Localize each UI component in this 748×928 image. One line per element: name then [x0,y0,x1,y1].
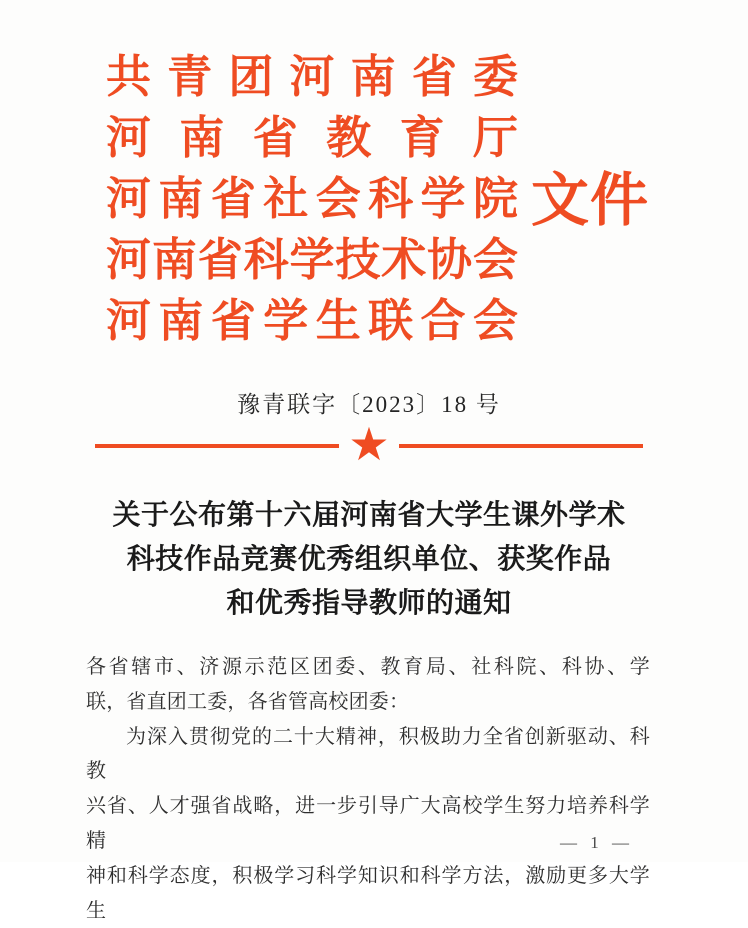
document-title [95,494,643,626]
red-divider [95,417,643,471]
org-name-line: 河南省学生联合会 [106,296,518,346]
divider-line-right [399,444,643,448]
page-number: — 1 — [560,833,630,852]
title-line: 和优秀指导教师的通知 [226,588,512,619]
star-icon: ★ [348,417,390,471]
doc-number: 豫青联字〔2023〕18 号 [237,392,501,417]
body-line: 神和科学态度，积极学习科学知识和科学方法，激励更多大学生 [86,864,650,922]
org-name-line: 共青团河南省委 [106,52,518,102]
org-name-line: 河南省教育厅 [106,113,518,163]
title-line: 科技作品竞赛优秀组织单位、获奖作品 [126,544,612,575]
divider-line-left [95,444,339,448]
body-line: 各省辖市、济源示范区团委、教育局、社科院、科协、学 [86,656,650,678]
title-line: 关于公布第十六届河南省大学生课外学术 [112,500,626,531]
letterhead-org-list [106,47,518,352]
org-name-line: 河南省科学技术协会 [106,235,518,285]
body-line: 联，省直团工委，各省管高校团委： [86,690,410,713]
document-type-label: 文件 [531,168,650,233]
body-line: 兴省、人才强省战略，进一步引导广大高校学生努力培养科学精 [86,795,650,852]
body-line: 为深入贯彻党的二十大精神，积极助力全省创新驱动、科教 [86,725,650,783]
document-body [86,650,650,928]
org-name-line: 河南省社会科学院 [106,174,518,224]
